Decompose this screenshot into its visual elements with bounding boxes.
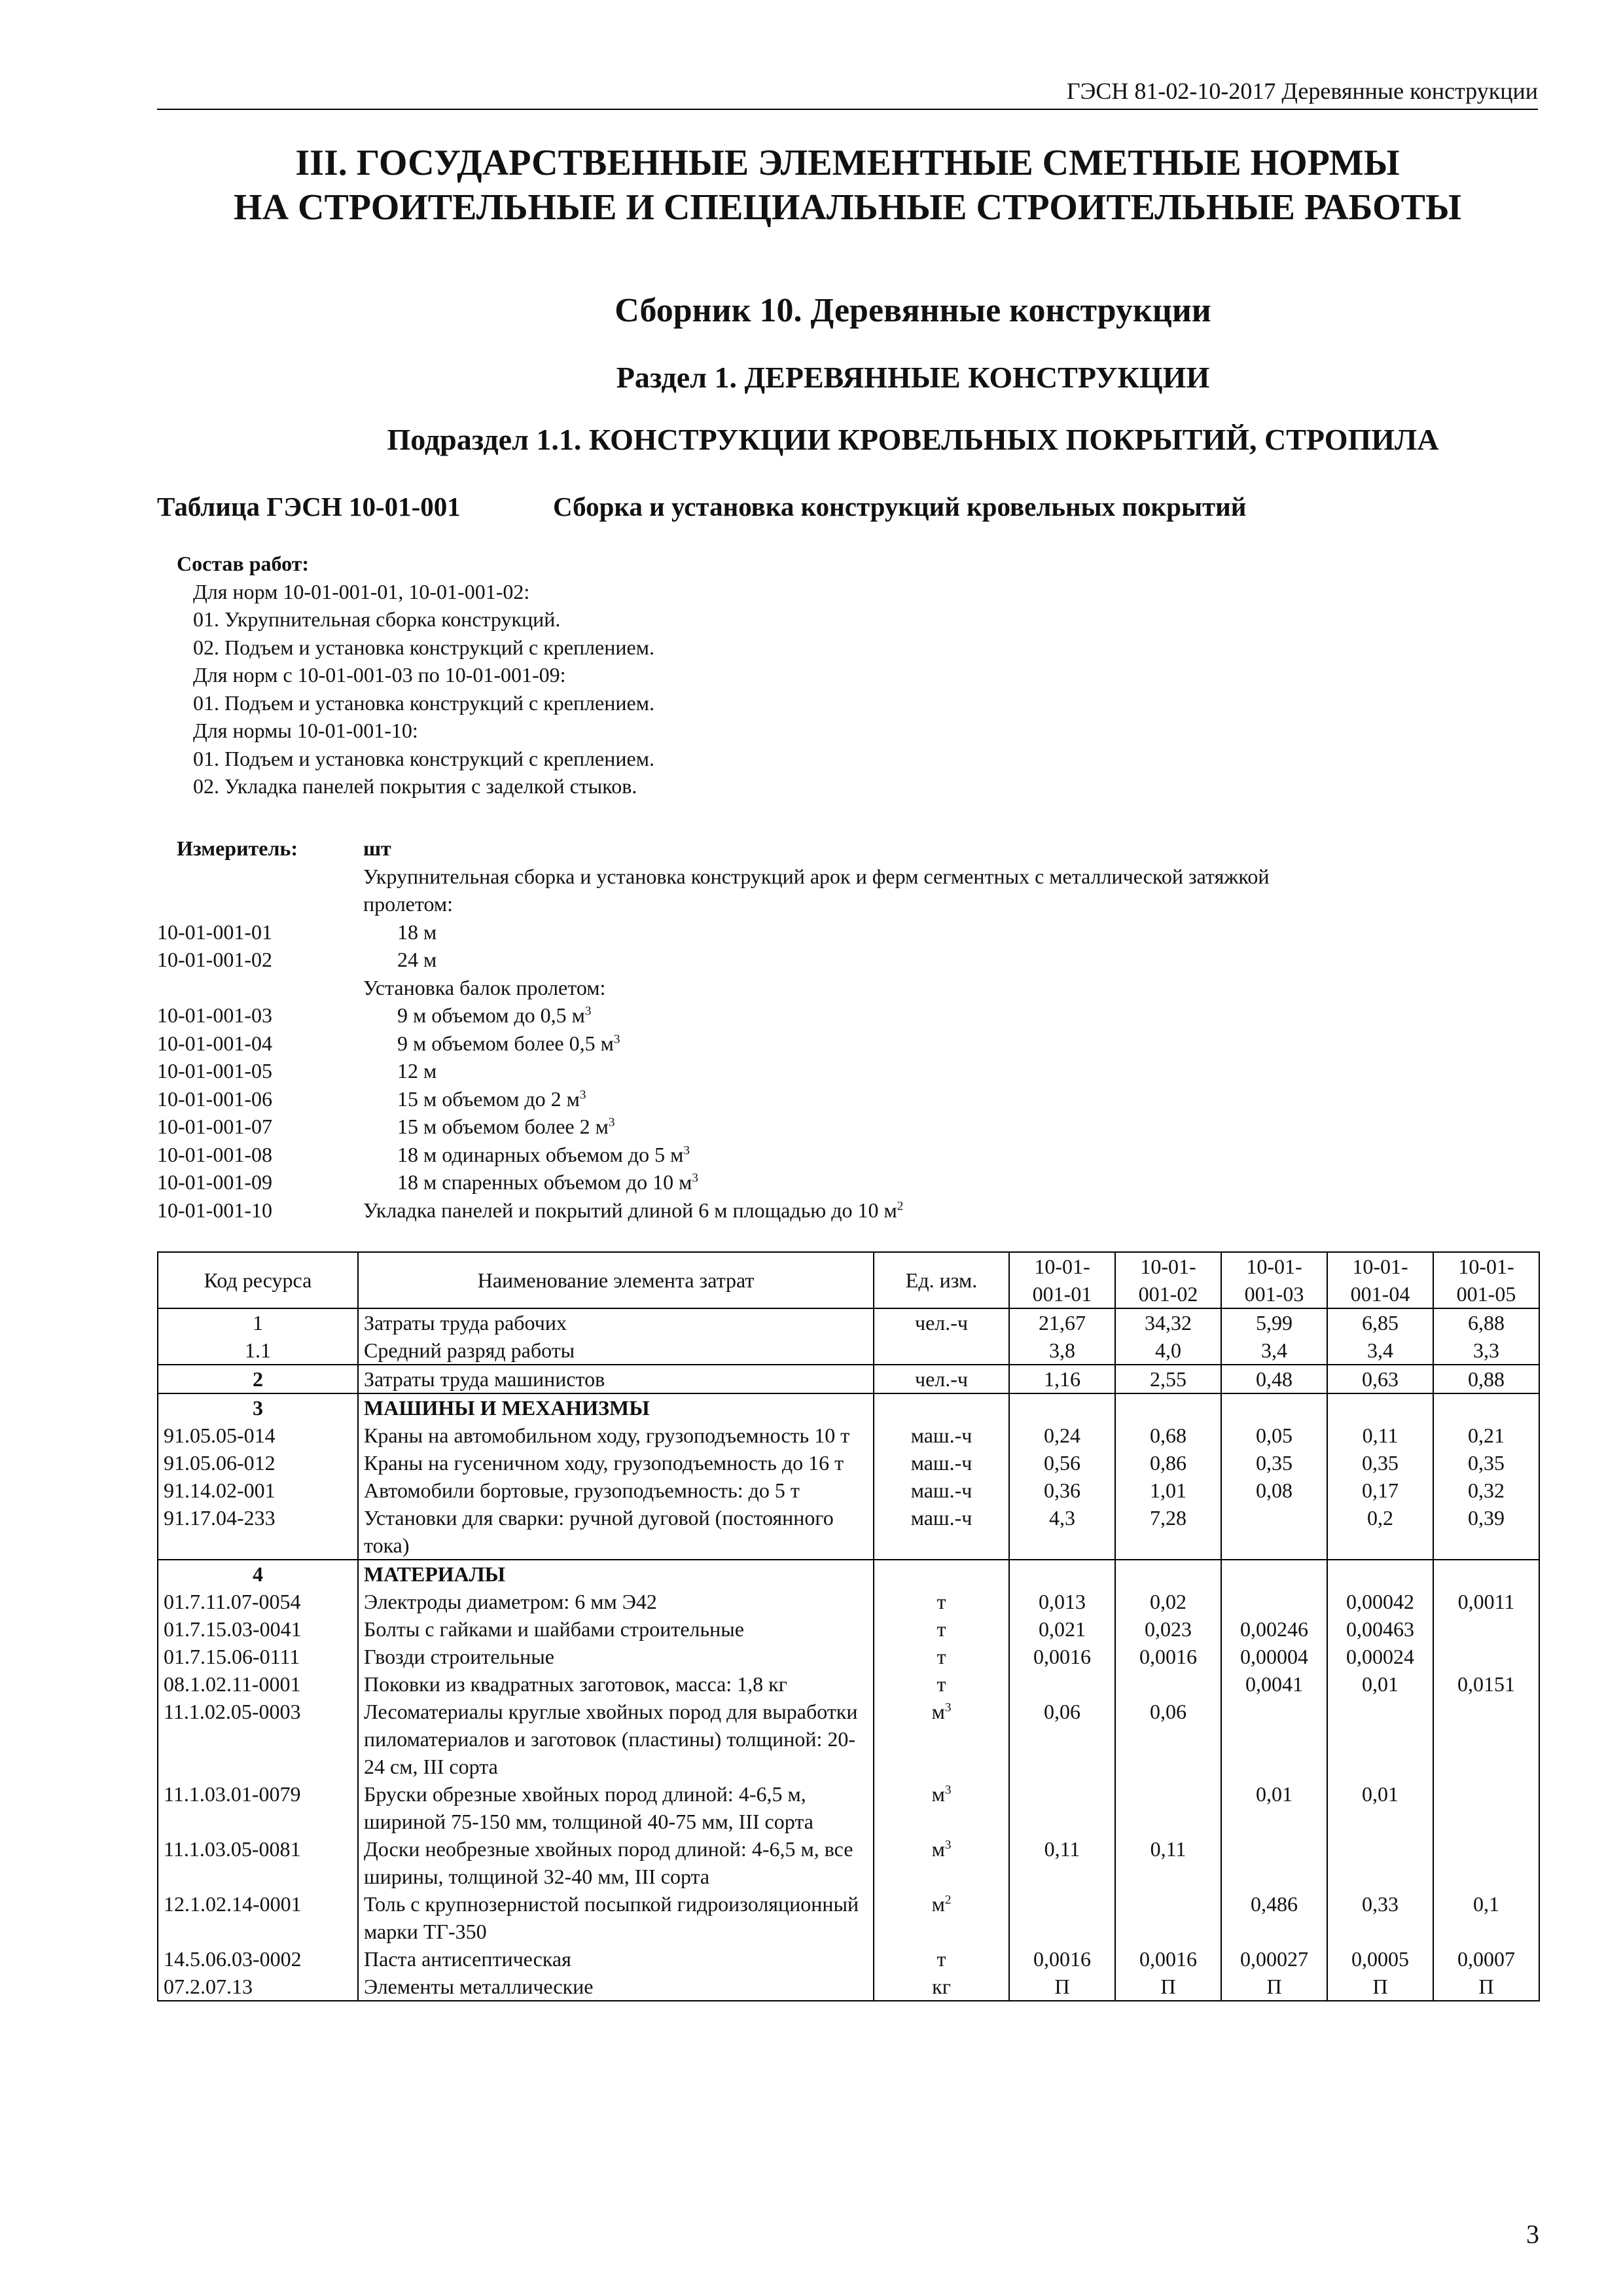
- measure-norm-text: [363, 1001, 1538, 1030]
- measure-norm-row: [157, 1057, 1538, 1085]
- table-row: [158, 1336, 1539, 1365]
- cell-value: 0,08: [1221, 1477, 1327, 1504]
- header-norm-col: [1009, 1252, 1115, 1308]
- cell-name: Толь с крупнозернистой посыпкой гидроизоляционный марки ТГ-350: [358, 1890, 874, 1945]
- cell-value: 1,01: [1115, 1477, 1221, 1504]
- cell-name: Автомобили бортовые, грузоподъемность: до 5 т: [358, 1477, 874, 1504]
- cell-value: 0,35: [1221, 1449, 1327, 1477]
- cell-value: 0,63: [1327, 1365, 1433, 1393]
- measure-norm-row: [157, 1085, 1538, 1113]
- cell-value: 0,06: [1115, 1698, 1221, 1780]
- measure-norm-text: [363, 1113, 1538, 1141]
- cell-name: Поковки из квадратных заготовок, масса: 1,8 кг: [358, 1670, 874, 1698]
- cell-name: МАШИНЫ И МЕХАНИЗМЫ: [358, 1393, 874, 1422]
- cell-value: 21,67: [1009, 1308, 1115, 1336]
- work-composition-line: Для нормы 10-01-001-10:: [193, 719, 418, 742]
- cell-value: 0,013: [1009, 1588, 1115, 1615]
- cell-value: [1327, 1835, 1433, 1890]
- cell-code: 07.2.07.13: [158, 1973, 358, 2001]
- cell-code: 1: [158, 1308, 358, 1336]
- work-composition-line: 02. Укладка панелей покрытия с заделкой стыков.: [193, 774, 637, 798]
- cell-value: 1,16: [1009, 1365, 1115, 1393]
- measure-norm-code: 10-01-001-07: [157, 1115, 272, 1138]
- table-row: [158, 1560, 1539, 1588]
- cell-value: [1009, 1890, 1115, 1945]
- cell-unit: [874, 1393, 1009, 1422]
- measure-norm-row: [157, 1141, 1538, 1169]
- measure-group-1-line-2: пролетом:: [363, 892, 453, 916]
- cell-unit-text: м: [931, 1837, 945, 1861]
- cell-value: [1433, 1393, 1539, 1422]
- cell-name: Бруски обрезные хвойных пород длиной: 4-6,5 м, шириной 75-150 мм, толщиной 40-75 мм, III сорта: [358, 1780, 874, 1835]
- resource-table-header: [158, 1252, 1539, 1308]
- table-code: Таблица ГЭСН 10-01-001: [157, 492, 461, 522]
- cell-unit-text: т: [936, 1617, 946, 1641]
- resource-table: [157, 1251, 1540, 2001]
- cell-unit-text: т: [936, 1947, 946, 1971]
- header-code: Код ресурса: [158, 1252, 358, 1308]
- cell-value: 0,486: [1221, 1890, 1327, 1945]
- measure-norm-row: [157, 1030, 1538, 1058]
- measure-norm-code: 10-01-001-10: [157, 1198, 272, 1222]
- cell-value: [1327, 1393, 1433, 1422]
- measure-norm-description: 15 м объемом до 2 м: [397, 1086, 580, 1111]
- cell-value: 0,88: [1433, 1365, 1539, 1393]
- cell-value: 0,33: [1327, 1890, 1433, 1945]
- header-norm-col: [1433, 1252, 1539, 1308]
- cell-value: 0,32: [1433, 1477, 1539, 1504]
- table-row: [158, 1308, 1539, 1336]
- measure-norm-code: 10-01-001-08: [157, 1142, 272, 1166]
- measure-norm-code: 10-01-001-02: [157, 948, 272, 971]
- cell-value: 0,05: [1221, 1422, 1327, 1449]
- cell-name: Краны на автомобильном ходу, грузоподъемность 10 т: [358, 1422, 874, 1449]
- measure-norm-code: 10-01-001-05: [157, 1059, 272, 1083]
- table-heading: [157, 491, 1538, 522]
- cell-value: 0,00024: [1327, 1643, 1433, 1670]
- table-row: [158, 1835, 1539, 1890]
- table-row: [158, 1504, 1539, 1560]
- cell-value: [1433, 1560, 1539, 1588]
- measure-block: [157, 834, 1538, 1224]
- measure-norms-group-1: [157, 918, 1538, 974]
- header-norm-col: [1115, 1252, 1221, 1308]
- cell-value: 0,01: [1327, 1780, 1433, 1835]
- cell-value: 0,00042: [1327, 1588, 1433, 1615]
- main-title: [157, 141, 1538, 230]
- cell-code: 3: [158, 1393, 358, 1422]
- measure-group-1: [363, 863, 1538, 918]
- measure-unit-row: [157, 834, 1538, 863]
- cell-value: 6,88: [1433, 1308, 1539, 1336]
- cell-value: 0,021: [1009, 1615, 1115, 1643]
- table-row: [158, 1780, 1539, 1835]
- cell-value: 0,06: [1009, 1698, 1115, 1780]
- cell-name: Затраты труда машинистов: [358, 1365, 874, 1393]
- measure-unit: шт: [363, 836, 391, 860]
- cell-value: [1221, 1393, 1327, 1422]
- cell-unit: [874, 1308, 1009, 1336]
- cell-value: [1433, 1643, 1539, 1670]
- cell-unit: [874, 1365, 1009, 1393]
- cell-name: Лесоматериалы круглые хвойных пород для выработки пиломатериалов и заготовок (пластины) толщиной: 20-24 см, III сорта: [358, 1698, 874, 1780]
- measure-norm-text: [363, 1196, 1538, 1225]
- cell-unit: [874, 1643, 1009, 1670]
- work-composition-line: Для норм 10-01-001-01, 10-01-001-02:: [193, 579, 530, 603]
- cell-value: 0,00463: [1327, 1615, 1433, 1643]
- cell-value: 0,24: [1009, 1422, 1115, 1449]
- main-title-line-1: III. ГОСУДАРСТВЕННЫЕ ЭЛЕМЕНТНЫЕ СМЕТНЫЕ НОРМЫ: [295, 143, 1400, 183]
- cell-name: Паста антисептическая: [358, 1945, 874, 1973]
- table-row: [158, 1890, 1539, 1945]
- cell-unit-text: маш.-ч: [910, 1451, 972, 1475]
- work-composition-line: 02. Подъем и установка конструкций с креплением.: [193, 635, 654, 659]
- cell-name: Установки для сварки: ручной дуговой (постоянного тока): [358, 1504, 874, 1560]
- cell-unit: [874, 1588, 1009, 1615]
- measure-norm-row: [157, 1113, 1538, 1141]
- cell-value: 0,0016: [1115, 1945, 1221, 1973]
- cell-value: 3,8: [1009, 1336, 1115, 1365]
- cell-value: 0,11: [1009, 1835, 1115, 1890]
- cell-value: 0,11: [1115, 1835, 1221, 1890]
- cell-value: [1115, 1670, 1221, 1698]
- table-row: [158, 1973, 1539, 2001]
- cell-value: [1115, 1890, 1221, 1945]
- cell-value: 0,2: [1327, 1504, 1433, 1560]
- cell-value: 0,35: [1327, 1449, 1433, 1477]
- table-row: [158, 1393, 1539, 1422]
- cell-unit-text: м: [931, 1782, 945, 1806]
- cell-value: 0,36: [1009, 1477, 1115, 1504]
- measure-code-blank: [157, 974, 363, 1002]
- collection-title: Сборник 10. Деревянные конструкции: [615, 292, 1211, 329]
- cell-value: [1221, 1504, 1327, 1560]
- cell-value: 0,0005: [1327, 1945, 1433, 1973]
- cell-code: 91.05.05-014: [158, 1422, 358, 1449]
- measure-norm-row: [157, 918, 1538, 946]
- measure-norm-description: 9 м объемом более 0,5 м: [397, 1031, 614, 1055]
- cell-code: 4: [158, 1560, 358, 1588]
- cell-unit-text: м: [931, 1892, 945, 1916]
- cell-value: [1327, 1560, 1433, 1588]
- cell-value: 0,39: [1433, 1504, 1539, 1560]
- header-norm-col: [1327, 1252, 1433, 1308]
- table-row: [158, 1365, 1539, 1393]
- cell-value: 0,0011: [1433, 1588, 1539, 1615]
- cell-value: [1433, 1698, 1539, 1780]
- cell-value: [1115, 1560, 1221, 1588]
- cell-value: 0,01: [1327, 1670, 1433, 1698]
- cell-code: 91.14.02-001: [158, 1477, 358, 1504]
- cell-value: [1009, 1780, 1115, 1835]
- cell-name: Гвозди строительные: [358, 1643, 874, 1670]
- cell-value: 6,85: [1327, 1308, 1433, 1336]
- header-norm-04: 10-01- 001-04: [1350, 1255, 1410, 1306]
- measure-norm-exponent: 3: [683, 1143, 690, 1157]
- work-composition: [177, 550, 1486, 800]
- work-composition-line: Для норм с 10-01-001-03 по 10-01-001-09:: [193, 663, 566, 687]
- work-composition-line: 01. Подъем и установка конструкций с креплением.: [193, 746, 654, 770]
- cell-value: 0,17: [1327, 1477, 1433, 1504]
- cell-unit: [874, 1670, 1009, 1698]
- cell-code: 01.7.15.06-0111: [158, 1643, 358, 1670]
- measure-norm-code: 10-01-001-06: [157, 1086, 272, 1111]
- cell-unit: [874, 1698, 1009, 1780]
- cell-value: 0,00004: [1221, 1643, 1327, 1670]
- cell-unit-text: т: [936, 1590, 946, 1613]
- cell-code: 91.05.06-012: [158, 1449, 358, 1477]
- cell-value: 0,21: [1433, 1422, 1539, 1449]
- cell-value: 2,55: [1115, 1365, 1221, 1393]
- cell-unit: [874, 1615, 1009, 1643]
- cell-value: 0,00027: [1221, 1945, 1327, 1973]
- cell-value: 0,68: [1115, 1422, 1221, 1449]
- cell-unit: [874, 1890, 1009, 1945]
- cell-code: 08.1.02.11-0001: [158, 1670, 358, 1698]
- cell-value: 0,1: [1433, 1890, 1539, 1945]
- cell-value: П: [1327, 1973, 1433, 2001]
- measure-norm-row: [157, 1168, 1538, 1196]
- measure-norm-exponent: 3: [608, 1115, 615, 1130]
- cell-unit-text: маш.-ч: [910, 1424, 972, 1447]
- cell-name: Краны на гусеничном ходу, грузоподъемность до 16 т: [358, 1449, 874, 1477]
- cell-value: 0,00246: [1221, 1615, 1327, 1643]
- measure-norm-description: Укладка панелей и покрытий длиной 6 м площадью до 10 м: [363, 1198, 897, 1222]
- measure-norm-text: [363, 1030, 1538, 1058]
- cell-value: [1115, 1393, 1221, 1422]
- cell-name: Болты с гайками и шайбами строительные: [358, 1615, 874, 1643]
- cell-value: [1221, 1835, 1327, 1890]
- table-row: [158, 1422, 1539, 1449]
- cell-value: П: [1009, 1973, 1115, 2001]
- measure-norm-row: [157, 946, 1538, 974]
- cell-value: П: [1433, 1973, 1539, 2001]
- cell-value: [1433, 1615, 1539, 1643]
- cell-value: [1433, 1780, 1539, 1835]
- measure-norm-description: 24 м: [397, 948, 437, 971]
- table-row: [158, 1945, 1539, 1973]
- cell-unit: [874, 1336, 1009, 1365]
- measure-group1-row: [157, 863, 1538, 918]
- measure-norm-text: [363, 1057, 1538, 1085]
- measure-norm-description: 18 м спаренных объемом до 10 м: [397, 1170, 692, 1194]
- measure-norm-code: 10-01-001-04: [157, 1031, 272, 1055]
- table-row: [158, 1615, 1539, 1643]
- cell-unit: [874, 1560, 1009, 1588]
- table-name: Сборка и установка конструкций кровельных покрытий: [553, 492, 1247, 522]
- measure-norm-text: [363, 1085, 1538, 1113]
- resource-table-body: [158, 1308, 1539, 2001]
- cell-value: П: [1115, 1973, 1221, 2001]
- cell-unit-text: маш.-ч: [910, 1506, 972, 1530]
- cell-value: 0,0016: [1009, 1945, 1115, 1973]
- measure-norm-code: 10-01-001-09: [157, 1170, 272, 1194]
- header-norm-05: 10-01- 001-05: [1456, 1255, 1516, 1306]
- cell-value: [1327, 1698, 1433, 1780]
- cell-name: МАТЕРИАЛЫ: [358, 1560, 874, 1588]
- section-title: Раздел 1. ДЕРЕВЯННЫЕ КОНСТРУКЦИИ: [616, 361, 1210, 394]
- measure-norm-description: 18 м одинарных объемом до 5 м: [397, 1142, 684, 1166]
- cell-unit-text: чел.-ч: [914, 1311, 968, 1335]
- cell-value: 0,86: [1115, 1449, 1221, 1477]
- cell-value: 7,28: [1115, 1504, 1221, 1560]
- cell-code: 11.1.03.01-0079: [158, 1780, 358, 1835]
- page-number: 3: [1526, 2219, 1539, 2249]
- cell-value: [1221, 1560, 1327, 1588]
- cell-value: [1115, 1780, 1221, 1835]
- running-header: ГЭСН 81-02-10-2017 Деревянные конструкции: [157, 77, 1538, 110]
- measure-norm-exponent: 3: [613, 1031, 620, 1046]
- table-row: [158, 1449, 1539, 1477]
- table-row: [158, 1477, 1539, 1504]
- cell-value: 4,0: [1115, 1336, 1221, 1365]
- measure-norm-exponent: 2: [897, 1198, 904, 1213]
- cell-unit: [874, 1504, 1009, 1560]
- work-composition-lines: [177, 578, 1486, 800]
- work-composition-line: 01. Укрупнительная сборка конструкций.: [193, 607, 561, 631]
- measure-norm-row: [157, 1196, 1538, 1225]
- cell-value: [1009, 1560, 1115, 1588]
- measure-norm-code: 10-01-001-03: [157, 1003, 272, 1027]
- cell-unit: [874, 1477, 1009, 1504]
- cell-value: 0,0151: [1433, 1670, 1539, 1698]
- measure-norm-row: [157, 1001, 1538, 1030]
- cell-value: 0,023: [1115, 1615, 1221, 1643]
- cell-value: 4,3: [1009, 1504, 1115, 1560]
- measure-norm-description: 18 м: [397, 920, 437, 944]
- cell-unit-text: т: [936, 1645, 946, 1668]
- work-composition-line: 01. Подъем и установка конструкций с креплением.: [193, 691, 654, 715]
- cell-unit: [874, 1973, 1009, 2001]
- cell-value: [1221, 1588, 1327, 1615]
- cell-unit-exponent: 3: [944, 1838, 952, 1852]
- table-row: [158, 1643, 1539, 1670]
- main-title-line-2: НА СТРОИТЕЛЬНЫЕ И СПЕЦИАЛЬНЫЕ СТРОИТЕЛЬНЫЕ РАБОТЫ: [234, 187, 1461, 228]
- cell-unit: [874, 1945, 1009, 1973]
- cell-code: 11.1.02.05-0003: [158, 1698, 358, 1780]
- cell-value: 0,11: [1327, 1422, 1433, 1449]
- header-norm-col: [1221, 1252, 1327, 1308]
- cell-value: 5,99: [1221, 1308, 1327, 1336]
- cell-name: Затраты труда рабочих: [358, 1308, 874, 1336]
- table-row: [158, 1670, 1539, 1698]
- cell-unit: [874, 1835, 1009, 1890]
- measure-norm-code: 10-01-001-01: [157, 920, 272, 944]
- table-row: [158, 1698, 1539, 1780]
- cell-value: 0,0041: [1221, 1670, 1327, 1698]
- header-norm-02: 10-01- 001-02: [1138, 1255, 1198, 1306]
- cell-unit-exponent: 2: [944, 1893, 952, 1907]
- cell-code: 14.5.06.03-0002: [158, 1945, 358, 1973]
- measure-norm-exponent: 3: [584, 1004, 592, 1018]
- cell-value: [1009, 1670, 1115, 1698]
- measure-norm-description: 9 м объемом до 0,5 м: [397, 1003, 585, 1027]
- cell-name: Средний разряд работы: [358, 1336, 874, 1365]
- cell-value: 3,4: [1327, 1336, 1433, 1365]
- work-composition-title: Состав работ:: [177, 552, 310, 575]
- cell-unit: [874, 1422, 1009, 1449]
- cell-code: 1.1: [158, 1336, 358, 1365]
- header-norm-03: 10-01- 001-03: [1244, 1255, 1304, 1306]
- cell-code: 11.1.03.05-0081: [158, 1835, 358, 1890]
- measure-norm-text: [363, 1168, 1538, 1196]
- measure-group-1-line-1: Укрупнительная сборка и установка конструкций арок и ферм сегментных с металлической затяжкой: [363, 864, 1270, 888]
- cell-value: 0,56: [1009, 1449, 1115, 1477]
- cell-value: 0,35: [1433, 1449, 1539, 1477]
- cell-unit-exponent: 3: [944, 1700, 952, 1715]
- measure-code-blank: [157, 863, 363, 918]
- cell-code: 12.1.02.14-0001: [158, 1890, 358, 1945]
- cell-code: 01.7.11.07-0054: [158, 1588, 358, 1615]
- cell-name: Доски необрезные хвойных пород длиной: 4-6,5 м, все ширины, толщиной 32-40 мм, III сорта: [358, 1835, 874, 1890]
- cell-unit: [874, 1449, 1009, 1477]
- cell-value: 0,0016: [1115, 1643, 1221, 1670]
- measure-norm-exponent: 3: [692, 1171, 698, 1185]
- measure-norm-text: [363, 1141, 1538, 1169]
- cell-value: 0,48: [1221, 1365, 1327, 1393]
- cell-value: 0,02: [1115, 1588, 1221, 1615]
- cell-code: 91.17.04-233: [158, 1504, 358, 1560]
- cell-value: 0,0016: [1009, 1643, 1115, 1670]
- header-unit: Ед. изм.: [874, 1252, 1009, 1308]
- cell-name: Электроды диаметром: 6 мм Э42: [358, 1588, 874, 1615]
- table-row: [158, 1588, 1539, 1615]
- header-name: Наименование элемента затрат: [358, 1252, 874, 1308]
- cell-value: 3,4: [1221, 1336, 1327, 1365]
- cell-unit-text: чел.-ч: [914, 1367, 968, 1391]
- cell-name: Элементы металлические: [358, 1973, 874, 2001]
- measure-norm-text: [363, 946, 1538, 974]
- measure-group2-row: [157, 974, 1538, 1002]
- cell-code: 01.7.15.03-0041: [158, 1615, 358, 1643]
- cell-unit-text: м: [931, 1700, 945, 1723]
- header-norm-01: 10-01- 001-01: [1032, 1255, 1092, 1306]
- measure-norms-group-2: [157, 1001, 1538, 1224]
- cell-unit: [874, 1780, 1009, 1835]
- subsection-title: Подраздел 1.1. КОНСТРУКЦИИ КРОВЕЛЬНЫХ ПОКРЫТИЙ, СТРОПИЛА: [387, 423, 1439, 456]
- measure-norm-text: [363, 918, 1538, 946]
- cell-unit-text: кг: [932, 1975, 951, 1998]
- cell-value: [1433, 1835, 1539, 1890]
- measure-label: Измеритель:: [177, 836, 298, 860]
- cell-code: 2: [158, 1365, 358, 1393]
- measure-norm-description: 15 м объемом более 2 м: [397, 1115, 609, 1138]
- cell-value: 34,32: [1115, 1308, 1221, 1336]
- cell-value: 0,0007: [1433, 1945, 1539, 1973]
- cell-value: 3,3: [1433, 1336, 1539, 1365]
- cell-value: П: [1221, 1973, 1327, 2001]
- cell-value: 0,01: [1221, 1780, 1327, 1835]
- cell-unit-text: т: [936, 1672, 946, 1696]
- cell-unit-text: маш.-ч: [910, 1479, 972, 1502]
- measure-norm-exponent: 3: [579, 1087, 586, 1102]
- measure-norm-description: 12 м: [397, 1059, 437, 1083]
- cell-value: [1221, 1698, 1327, 1780]
- cell-value: [1009, 1393, 1115, 1422]
- measure-group-2: Установка балок пролетом:: [363, 975, 606, 999]
- cell-unit-exponent: 3: [944, 1783, 952, 1797]
